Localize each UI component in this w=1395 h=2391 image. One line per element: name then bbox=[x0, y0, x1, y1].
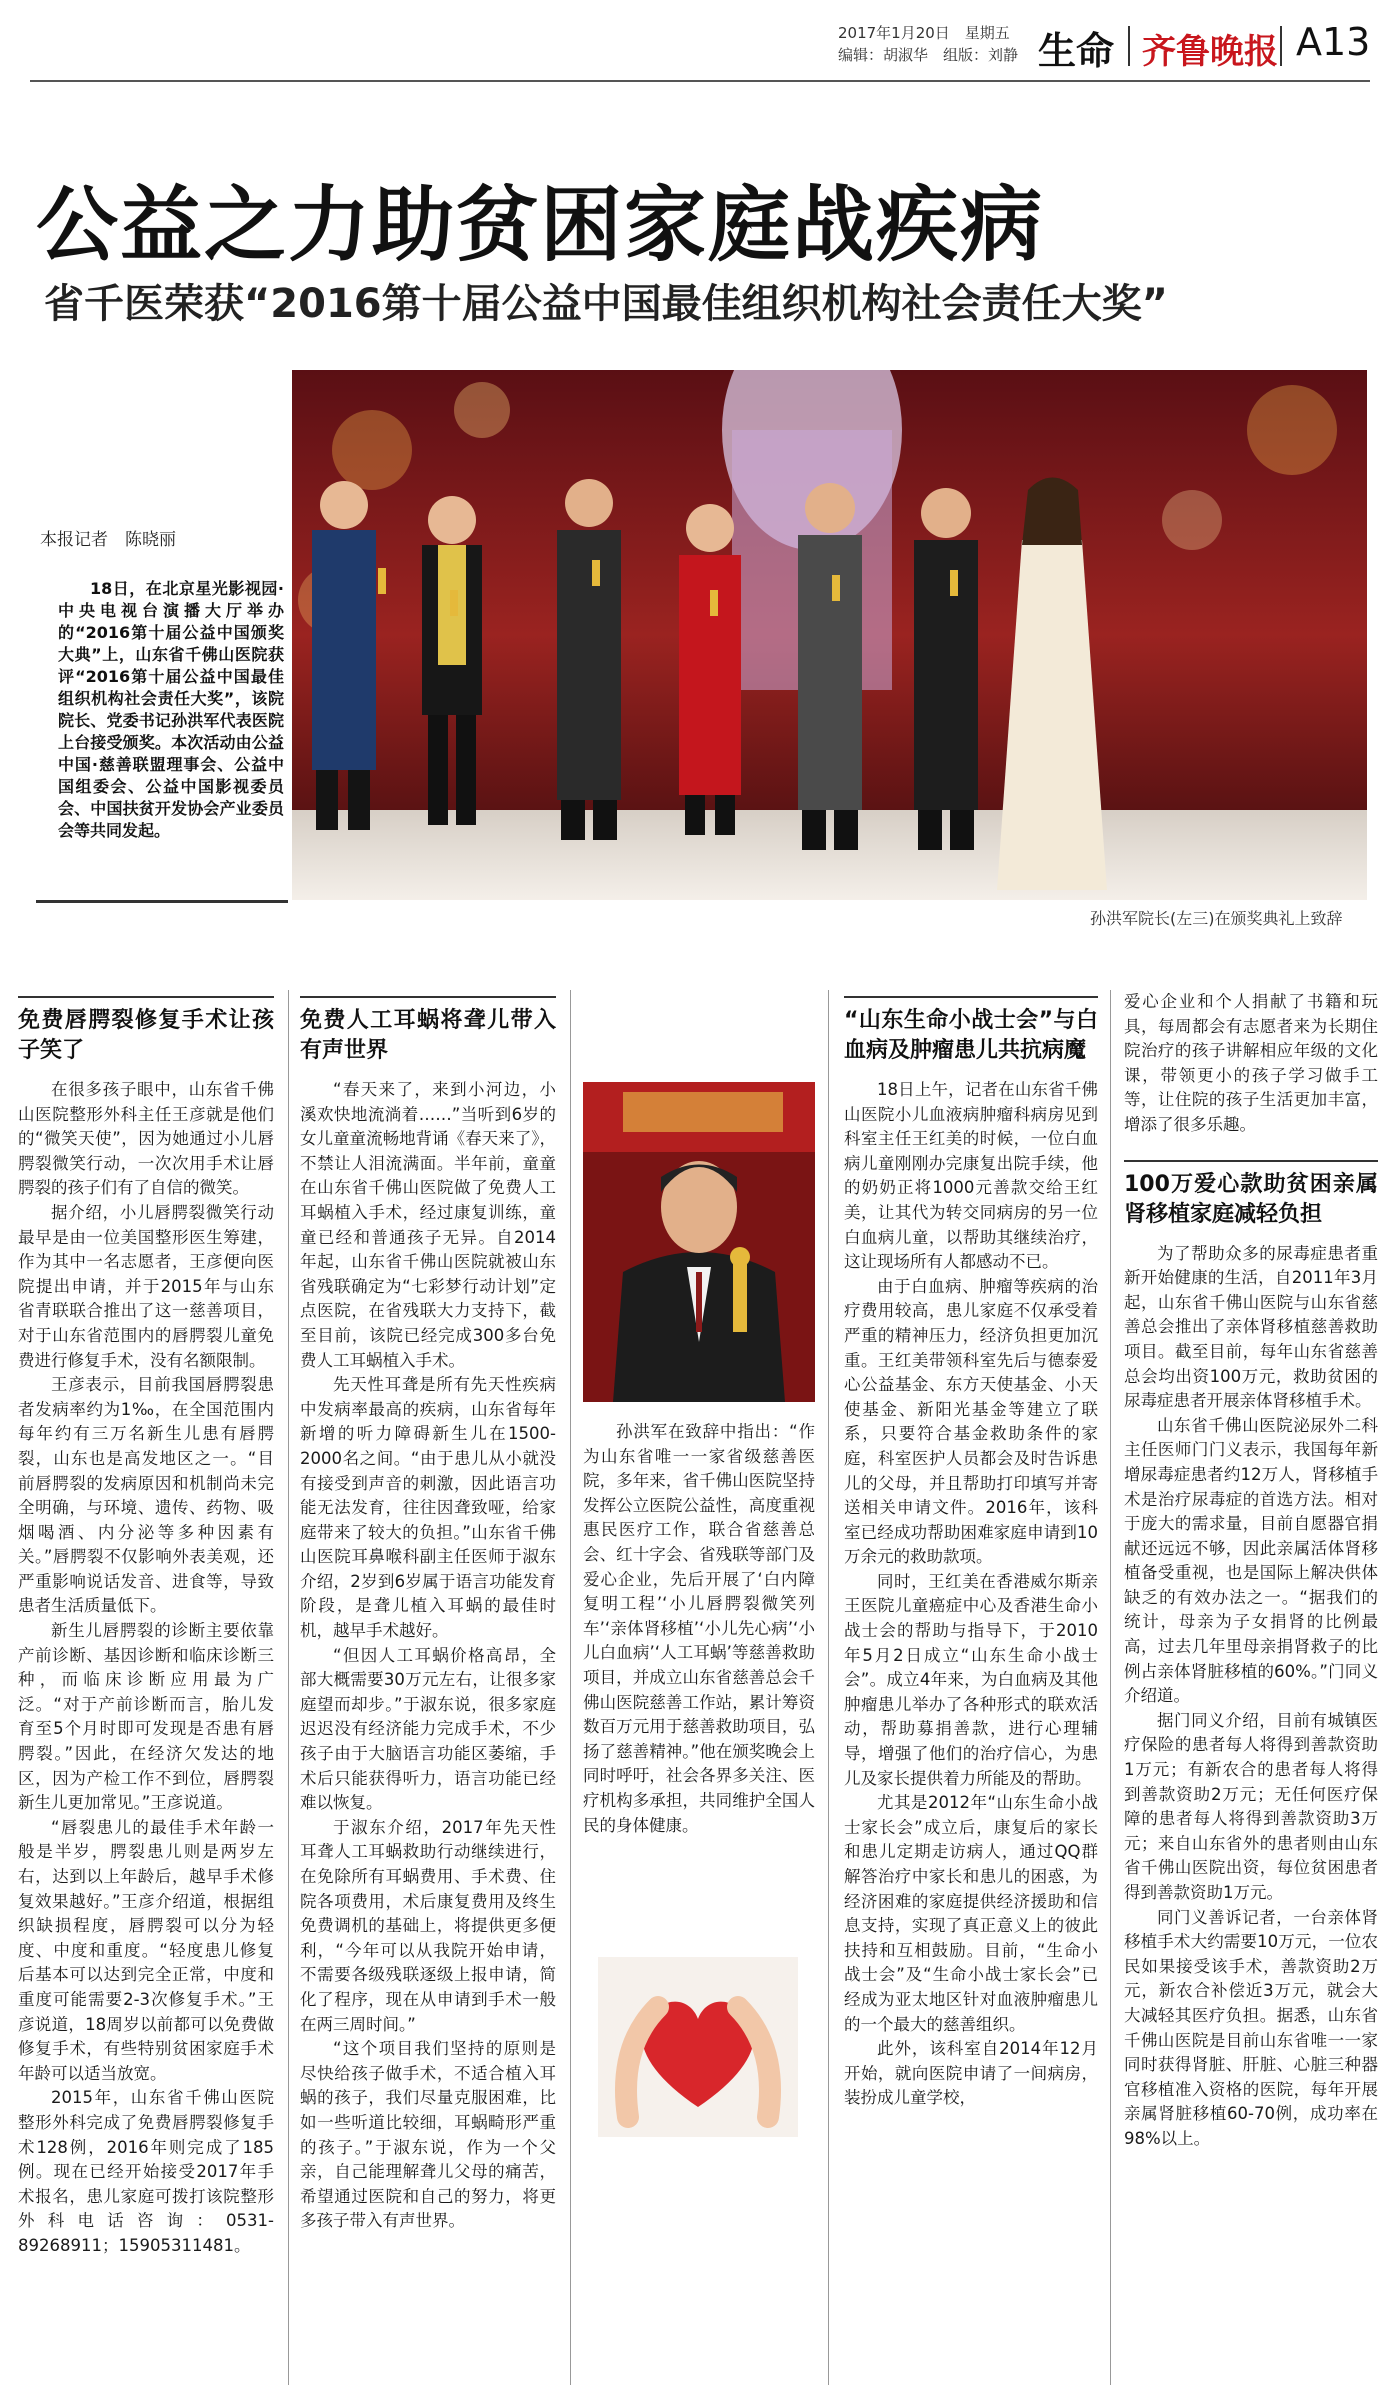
header-section: 生命 bbox=[1038, 29, 1115, 73]
paragraph: 山东省千佛山医院泌尿外二科主任医师门门义表示，我国每年新增尿毒症患者约12万人，肾移植手术是治疗尿毒症的首选方法。相对于庞大的需求量，目前自愿器官捐献还远远不够，因此亲属活体肾移植备受重视，也是国际上解决供体缺乏的有效办法之一。“据我们的统计，母亲为子女捐肾的比例最高，过去几年里母亲捐肾救子的比例占亲体肾脏移植的60%。”门同义介绍道。 bbox=[1124, 1415, 1378, 1706]
article-title: 免费人工耳蜗将聋儿带入有声世界 bbox=[300, 1008, 556, 1063]
article-kidney-transplant bbox=[1124, 990, 1378, 2152]
article-title: 免费唇腭裂修复手术让孩子笑了 bbox=[18, 1008, 274, 1063]
paragraph: “春天来了，来到小河边，小溪欢快地流淌着……”当听到6岁的女儿童童流畅地背诵《春天来了》，不禁让人泪流满面。半年前，童童在山东省千佛山医院做了免费人工耳蜗植入手术，经过康复训练，童童已经和普通孩子无异。自2014年起，山东省千佛山医院就被山东省残联确定为“七彩梦行动计划”定点医院，在省残联大力支持下，截至目前，该院已经完成300多台免费人工耳蜗植入手术。 bbox=[300, 1080, 556, 1370]
page-number: A13 bbox=[1296, 20, 1371, 64]
header-date: 2017年1月20日 星期五 bbox=[838, 24, 1010, 42]
byline: 本报记者 陈晓丽 bbox=[40, 530, 176, 550]
paragraph: “唇裂患儿的最佳手术年龄一般是半岁，腭裂患儿则是两岁左右，达到以上年龄后，越早手术修复效果越好。”王彦介绍道，根据组织缺损程度，唇腭裂可以分为轻度、中度和重度。“轻度患儿修复后基本可以达到完全正常，中度和重度可能需要2-3次修复手术。”王彦说道，18周岁以前都可以免费做修复手术，有些特别贫困家庭手术年龄可以适当放宽。 bbox=[18, 1817, 274, 2083]
paragraph: “但因人工耳蜗价格高昂，全部大概需要30万元左右，让很多家庭望而却步。”于淑东说，很多家庭迟迟没有经济能力完成手术，不少孩子由于大脑语言功能区萎缩，手术后只能获得听力，语言功能已经难以恢复。 bbox=[300, 1645, 556, 1813]
paragraph: 由于白血病、肿瘤等疾病的治疗费用较高，患儿家庭不仅承受着严重的精神压力，经济负担更加沉重。王红美带领科室先后与德泰爱心公益基金、东方天使基金、小天使基金、新阳光基金等建立了联系，只要符合基金救助条件的家庭，科室医护人员都会及时告诉患儿的父母，并且帮助打印填写并寄送相关申请文件。2016年，该科室已经成功帮助困难家庭申请到10万余元的救助款项。 bbox=[844, 1276, 1098, 1567]
paragraph: 于淑东介绍，2017年先天性耳聋人工耳蜗救助行动继续进行，在免除所有耳蜗费用、手术费、住院各项费用，术后康复费用及终生免费调机的基础上，将提供更多便利，“今年可以从我院开始申请，不需要各级残联逐级上报申请，简化了程序，现在从申请到手术一般在两三周时间。” bbox=[300, 1817, 556, 2034]
paragraph: 据介绍，小儿唇腭裂微笑行动最早是由一位美国整形医生筹建，作为其中一名志愿者，王彦便向医院提出申请，并于2015年与山东省青联联合推出了这一慈善项目，对于山东省范围内的唇腭裂儿童免费进行修复手术，没有名额限制。 bbox=[18, 1202, 274, 1370]
headline: 公益之力助贫困家庭战疾病 bbox=[36, 178, 1045, 273]
header-divider bbox=[1280, 26, 1282, 66]
paragraph: 孙洪军在致辞中指出：“作为山东省唯一一家省级慈善医院，多年来，省千佛山医院坚持发挥公立医院公益性，高度重视惠民医疗工作，联合省慈善总会、红十字会、省残联等部门及爱心企业，先后开展了‘白内障复明工程’‘小儿唇腭裂微笑列车’‘亲体肾移植’‘小儿先心病’‘小儿白血病’‘人工耳蜗’等慈善救助项目，并成立山东省慈善总会千佛山医院慈善工作站，累计筹资数百万元用于慈善救助项目，弘扬了慈善精神。”他在颁奖晚会上同时呼吁，社会各界多关注、医疗机构多承担，共同维护全国人民的身体健康。 bbox=[583, 1422, 815, 1835]
paragraph: 同时，王红美在香港威尔斯亲王医院儿童癌症中心及香港生命小战士会的帮助与指导下，于2010年5月2日成立“山东生命小战士会”。成立4年来，为白血病及其他肿瘤患儿举办了各种形式的联欢活动，帮助募捐善款，进行心理辅导，增强了他们的治疗信心，为患儿及家长提供着力所能及的帮助。 bbox=[844, 1571, 1098, 1788]
header-divider bbox=[1128, 26, 1130, 66]
header-meta bbox=[838, 22, 1038, 66]
newspaper-logo: 齐鲁晚报 bbox=[1142, 32, 1278, 72]
header-editors: 编辑：胡淑华 组版：刘静 bbox=[838, 46, 1019, 64]
paragraph: 新生儿唇腭裂的诊断主要依靠产前诊断、基因诊断和临床诊断三种，而临床诊断应用最为广泛。“对于产前诊断而言，胎儿发育至5个月时即可发现是否患有唇腭裂。”因此，在经济欠发达的地区，因为产检工作不到位，唇腭裂新生儿更加常见。”王彦说道。 bbox=[18, 1621, 274, 1813]
paragraph: 此外，该科室自2014年12月开始，就向医院申请了一间病房，装扮成儿童学校， bbox=[844, 2039, 1098, 2108]
column-rule bbox=[570, 990, 571, 2385]
column-rule bbox=[1110, 990, 1111, 2385]
subheadline: 省千医荣获“2016第十届公益中国最佳组织机构社会责任大奖” bbox=[44, 281, 1168, 327]
paragraph: 同门义善诉记者，一台亲体肾移植手术大约需要10万元，一位农民如果接受该手术，善款资助2万元，新农合补偿近3万元，就会大大减轻其医疗负担。据悉，山东省千佛山医院是目前山东省唯一一家同时获得肾脏、肝脏、心脏三种器官移植准入资格的医院，每年开展亲属肾脏移植60-70例，成功率在98%以上。 bbox=[1124, 1907, 1378, 2148]
article-cleft-lip bbox=[18, 996, 274, 2259]
column-rule bbox=[288, 990, 289, 2385]
article-title: 100万爱心款助贫困亲属肾移植家庭减轻负担 bbox=[1124, 1160, 1378, 1230]
photo-caption: 孙洪军院长(左三)在颁奖典礼上致辞 bbox=[1090, 909, 1343, 928]
header-rule bbox=[30, 80, 1370, 82]
article-president-speech bbox=[583, 1420, 815, 1838]
paragraph: 尤其是2012年“山东生命小战士家长会”成立后，康复后的家长和患儿定期走访病人，通过QQ群解答治疗中家长和患儿的困惑，为经济困难的家庭提供经济援助和信息支持，实现了真正意义上的彼此扶持和互相鼓励。目前，“生命小战士会”及“生命小战士家长会”已经成为亚太地区针对血液肿瘤患儿的一个最大的慈善组织。 bbox=[844, 1793, 1098, 2034]
lead-box bbox=[36, 525, 288, 903]
article-title: “山东生命小战士会”与白血病及肿瘤患儿共抗病魔 bbox=[844, 1008, 1098, 1063]
paragraph: “这个项目我们坚持的原则是尽快给孩子做手术，不适合植入耳蜗的孩子，我们尽量克服困难，比如一些听道比较细，耳蜗畸形严重的孩子。”于淑东说，作为一个父亲，自己能理解聋儿父母的痛苦，希望通过医院和自己的努力，将更多孩子带入有声世界。 bbox=[300, 2039, 556, 2231]
paragraph: 爱心企业和个人捐献了书籍和玩具，每周都会有志愿者来为长期住院治疗的孩子讲解相应年级的文化课，带领更小的孩子学习做手工等，让住院的孩子生活更加丰富，增添了很多乐趣。 bbox=[1124, 992, 1378, 1134]
article-cochlear-implant bbox=[300, 996, 556, 2234]
paragraph: 据门同义介绍，目前有城镇医疗保险的患者每人将得到善款资助1万元；有新农合的患者每人将得到善款资助2万元；无任何医疗保障的患者每人将得到善款资助3万元；来自山东省外的患者则由山东省千佛山医院出资，每位贫困患者得到善款资助1万元。 bbox=[1124, 1710, 1378, 1902]
paragraph: 在很多孩子眼中，山东省千佛山医院整形外科主任王彦就是他们的“微笑天使”，因为她通过小儿唇腭裂微笑行动，一次次用手术让唇腭裂的孩子们有了自信的微笑。 bbox=[18, 1080, 274, 1198]
lead-rule bbox=[36, 900, 288, 903]
president-portrait-photo bbox=[583, 1082, 815, 1402]
paragraph: 2015年，山东省千佛山医院整形外科完成了免费唇腭裂修复手术128例，2016年则完成了185例。现在已经开始接受2017年手术报名，患儿家庭可拨打该院整形外科电话咨询：0531-89268911；15905311481。 bbox=[18, 2088, 274, 2255]
paragraph: 王彦表示，目前我国唇腭裂患者发病率约为1‰，在全国范围内每年约有三万名新生儿患有唇腭裂，山东也是高发地区之一。“目前唇腭裂的发病原因和机制尚未完全明确，与环境、遗传、药物、吸烟喝酒、内分泌等多种因素有关。”唇腭裂不仅影响外表美观，还严重影响说话发音、进食等，导致患者生活质量低下。 bbox=[18, 1375, 274, 1616]
column-rule bbox=[828, 990, 829, 2385]
lead-text: 18日，在北京星光影视园·中央电视台演播大厅举办的“2016第十届公益中国颁奖大典”上，山东省千佛山医院获评“2016第十届公益中国最佳组织机构社会责任大奖”，该院院长、党委书记孙洪军代表医院上台接受颁奖。本次活动由公益中国·慈善联盟理事会、公益中国组委会、公益中国影视委员会、中国扶贫开发协会产业委员会等共同发起。 bbox=[58, 579, 284, 840]
heart-hands-photo bbox=[598, 1957, 798, 2137]
paragraph: 18日上午，记者在山东省千佛山医院小儿血液病肿瘤科病房见到科室主任王红美的时候，一位白血病儿童刚刚办完康复出院手续，他的奶奶正将1000元善款交给王红美，让其代为转交同病房的另一位白血病儿童，以帮助其继续治疗，这让现场所有人都感动不已。 bbox=[844, 1080, 1098, 1272]
award-ceremony-photo bbox=[292, 370, 1367, 900]
paragraph: 先天性耳聋是所有先天性疾病中发病率最高的疾病，山东省每年新增的听力障碍新生儿在1500-2000名之间。“由于患儿从小就没有接受到声音的刺激，因此语言功能无法发育，往往因聋致哑，给家庭带来了较大的负担。”山东省千佛山医院耳鼻喉科副主任医师于淑东介绍，2岁到6岁属于语言功能发育阶段，是聋儿植入耳蜗的最佳时机，越早手术越好。 bbox=[300, 1375, 556, 1641]
article-leukemia-children bbox=[844, 996, 1098, 2111]
paragraph: 为了帮助众多的尿毒症患者重新开始健康的生活，自2011年3月起，山东省千佛山医院与山东省慈善总会推出了亲体肾移植慈善救助项目。截至目前，每年山东省慈善总会均出资100万元，救助贫困的尿毒症患者开展亲体肾移植手术。 bbox=[1124, 1243, 1378, 1411]
